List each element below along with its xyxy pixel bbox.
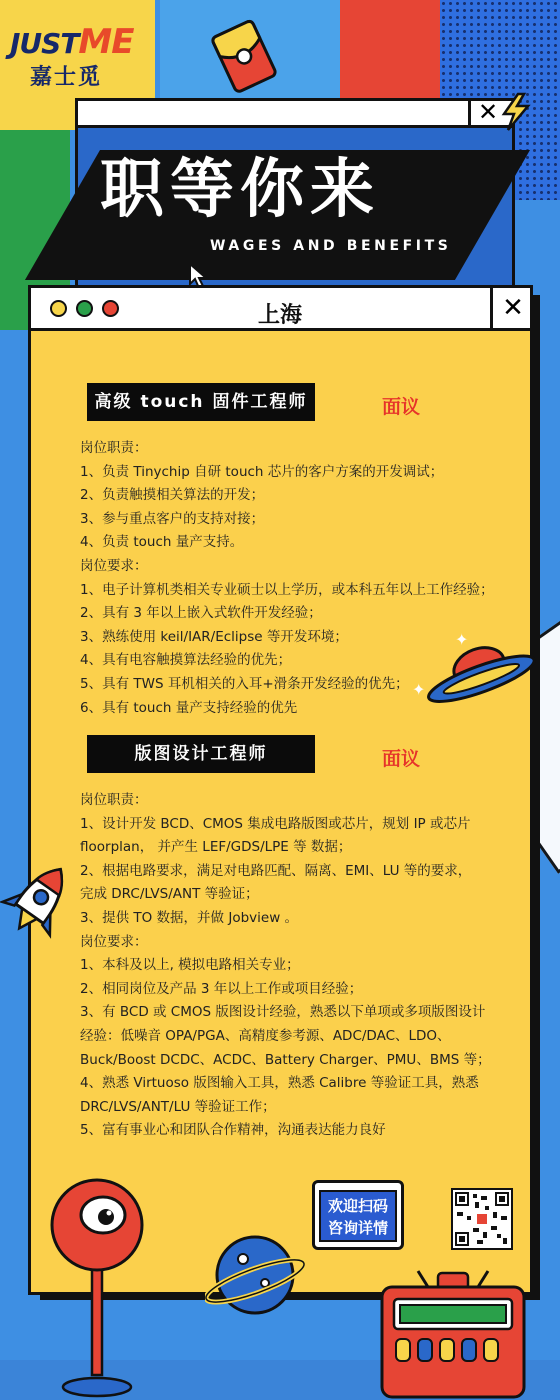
panel-close-icon: ✕ [490, 288, 533, 328]
duty-item: 2、根据电路要求，满足对电路匹配、隔离、EMI、LU 等的要求， [80, 862, 472, 879]
scan-prompt-line-2: 咨询详情 [327, 1219, 388, 1237]
duty-item: 1、负责 Tinychip 自研 touch 芯片的客户方案的开发调试； [80, 463, 444, 480]
requirement-item: 3、熟练使用 keil/IAR/Eclipse 等开发环境； [80, 628, 348, 645]
requirement-item: 6、具有 touch 量产支持经验的优先 [80, 699, 298, 716]
requirement-item: 2、相同岗位及产品 3 年以上工作或项目经验； [80, 980, 363, 997]
duty-item: 完成 DRC/LVS/ANT 等验证； [80, 886, 259, 903]
requirement-item: 2、具有 3 年以上嵌入式软件开发经验； [80, 605, 322, 622]
planet-icon [205, 1225, 305, 1325]
duties-heading: 岗位职责： [80, 440, 148, 456]
duties-heading: 岗位职责： [80, 792, 148, 808]
page-title: 职等你来 [100, 153, 380, 227]
job-salary-2: 面议 [382, 748, 421, 770]
title-window-bar [75, 98, 515, 128]
requirement-item: 经验：低噪音 OPA/PGA、高精度参考源、ADC/DAC、LDO、 [80, 1027, 451, 1044]
logo-text-prefix: JUST [10, 27, 79, 60]
bg-block-red [340, 0, 450, 100]
eye-mascot-icon [48, 1175, 148, 1400]
page-subtitle: WAGES AND BENEFITS [210, 238, 452, 254]
sparkle-icon: ✦ [412, 680, 426, 699]
brand-logo [10, 22, 133, 62]
qr-code-icon[interactable] [451, 1188, 513, 1250]
radio-icon [378, 1265, 528, 1400]
duty-item: 3、提供 TO 数据，并做 Jobview 。 [80, 909, 299, 926]
duty-item: floorplan， 并产生 LEF/GDS/LPE 等 数据； [80, 839, 352, 856]
red-envelope-icon [210, 18, 280, 93]
duty-item: 4、负责 touch 量产支持。 [80, 534, 244, 551]
duty-item: 2、负责触摸相关算法的开发； [80, 487, 265, 504]
requirement-item: 4、具有电容触摸算法经验的优先； [80, 652, 292, 669]
requirement-item: Buck/Boost DCDC、ACDC、Battery Charger、PMU、BMS 等； [80, 1051, 491, 1068]
ufo-icon [420, 645, 540, 705]
requirement-item: 5、富有事业心和团队合作精神，沟通表达能力良好 [80, 1122, 386, 1139]
sparkle-icon: ✦ [455, 630, 469, 649]
job-salary-1: 面议 [382, 396, 421, 418]
requirement-item: DRC/LVS/ANT/LU 等验证工作； [80, 1098, 276, 1115]
rocket-icon [0, 858, 75, 948]
scan-prompt-line-1: 欢迎扫码 [327, 1197, 388, 1215]
logo-text-suffix: ME [78, 22, 134, 62]
requirement-item: 1、本科及以上, 模拟电路相关专业； [80, 957, 300, 974]
location-title: 上海 [257, 303, 302, 328]
requirement-item: 4、熟悉 Virtuoso 版图输入工具，熟悉 Calibre 等验证工具，熟悉 [80, 1075, 479, 1092]
duty-item: 3、参与重点客户的支持对接； [80, 510, 265, 527]
duty-item: 1、设计开发 BCD、CMOS 集成电路版图或芯片，规划 IP 或芯片 [80, 815, 471, 832]
requirement-item: 1、电子计算机类相关专业硕士以上学历，或本科五年以上工作经验； [80, 581, 494, 598]
scan-prompt [319, 1190, 397, 1242]
title-close-icon: ✕ [468, 98, 505, 128]
requirement-item: 5、具有 TWS 耳机相关的入耳+滑条开发经验的优先； [80, 675, 409, 692]
requirements-heading: 岗位要求： [80, 933, 148, 950]
job-title-2: 版图设计工程师 [87, 735, 315, 773]
job-title-1: 高级 touch 固件工程师 [87, 383, 315, 421]
requirement-item: 3、有 BCD 或 CMOS 版图设计经验，熟悉以下单项或多项版图设计 [80, 1004, 486, 1021]
lightning-icon [498, 92, 533, 132]
requirements-heading: 岗位要求： [80, 557, 148, 574]
job-description-2 [80, 789, 510, 1143]
brand-name-cn: 嘉士觅 [30, 65, 103, 90]
